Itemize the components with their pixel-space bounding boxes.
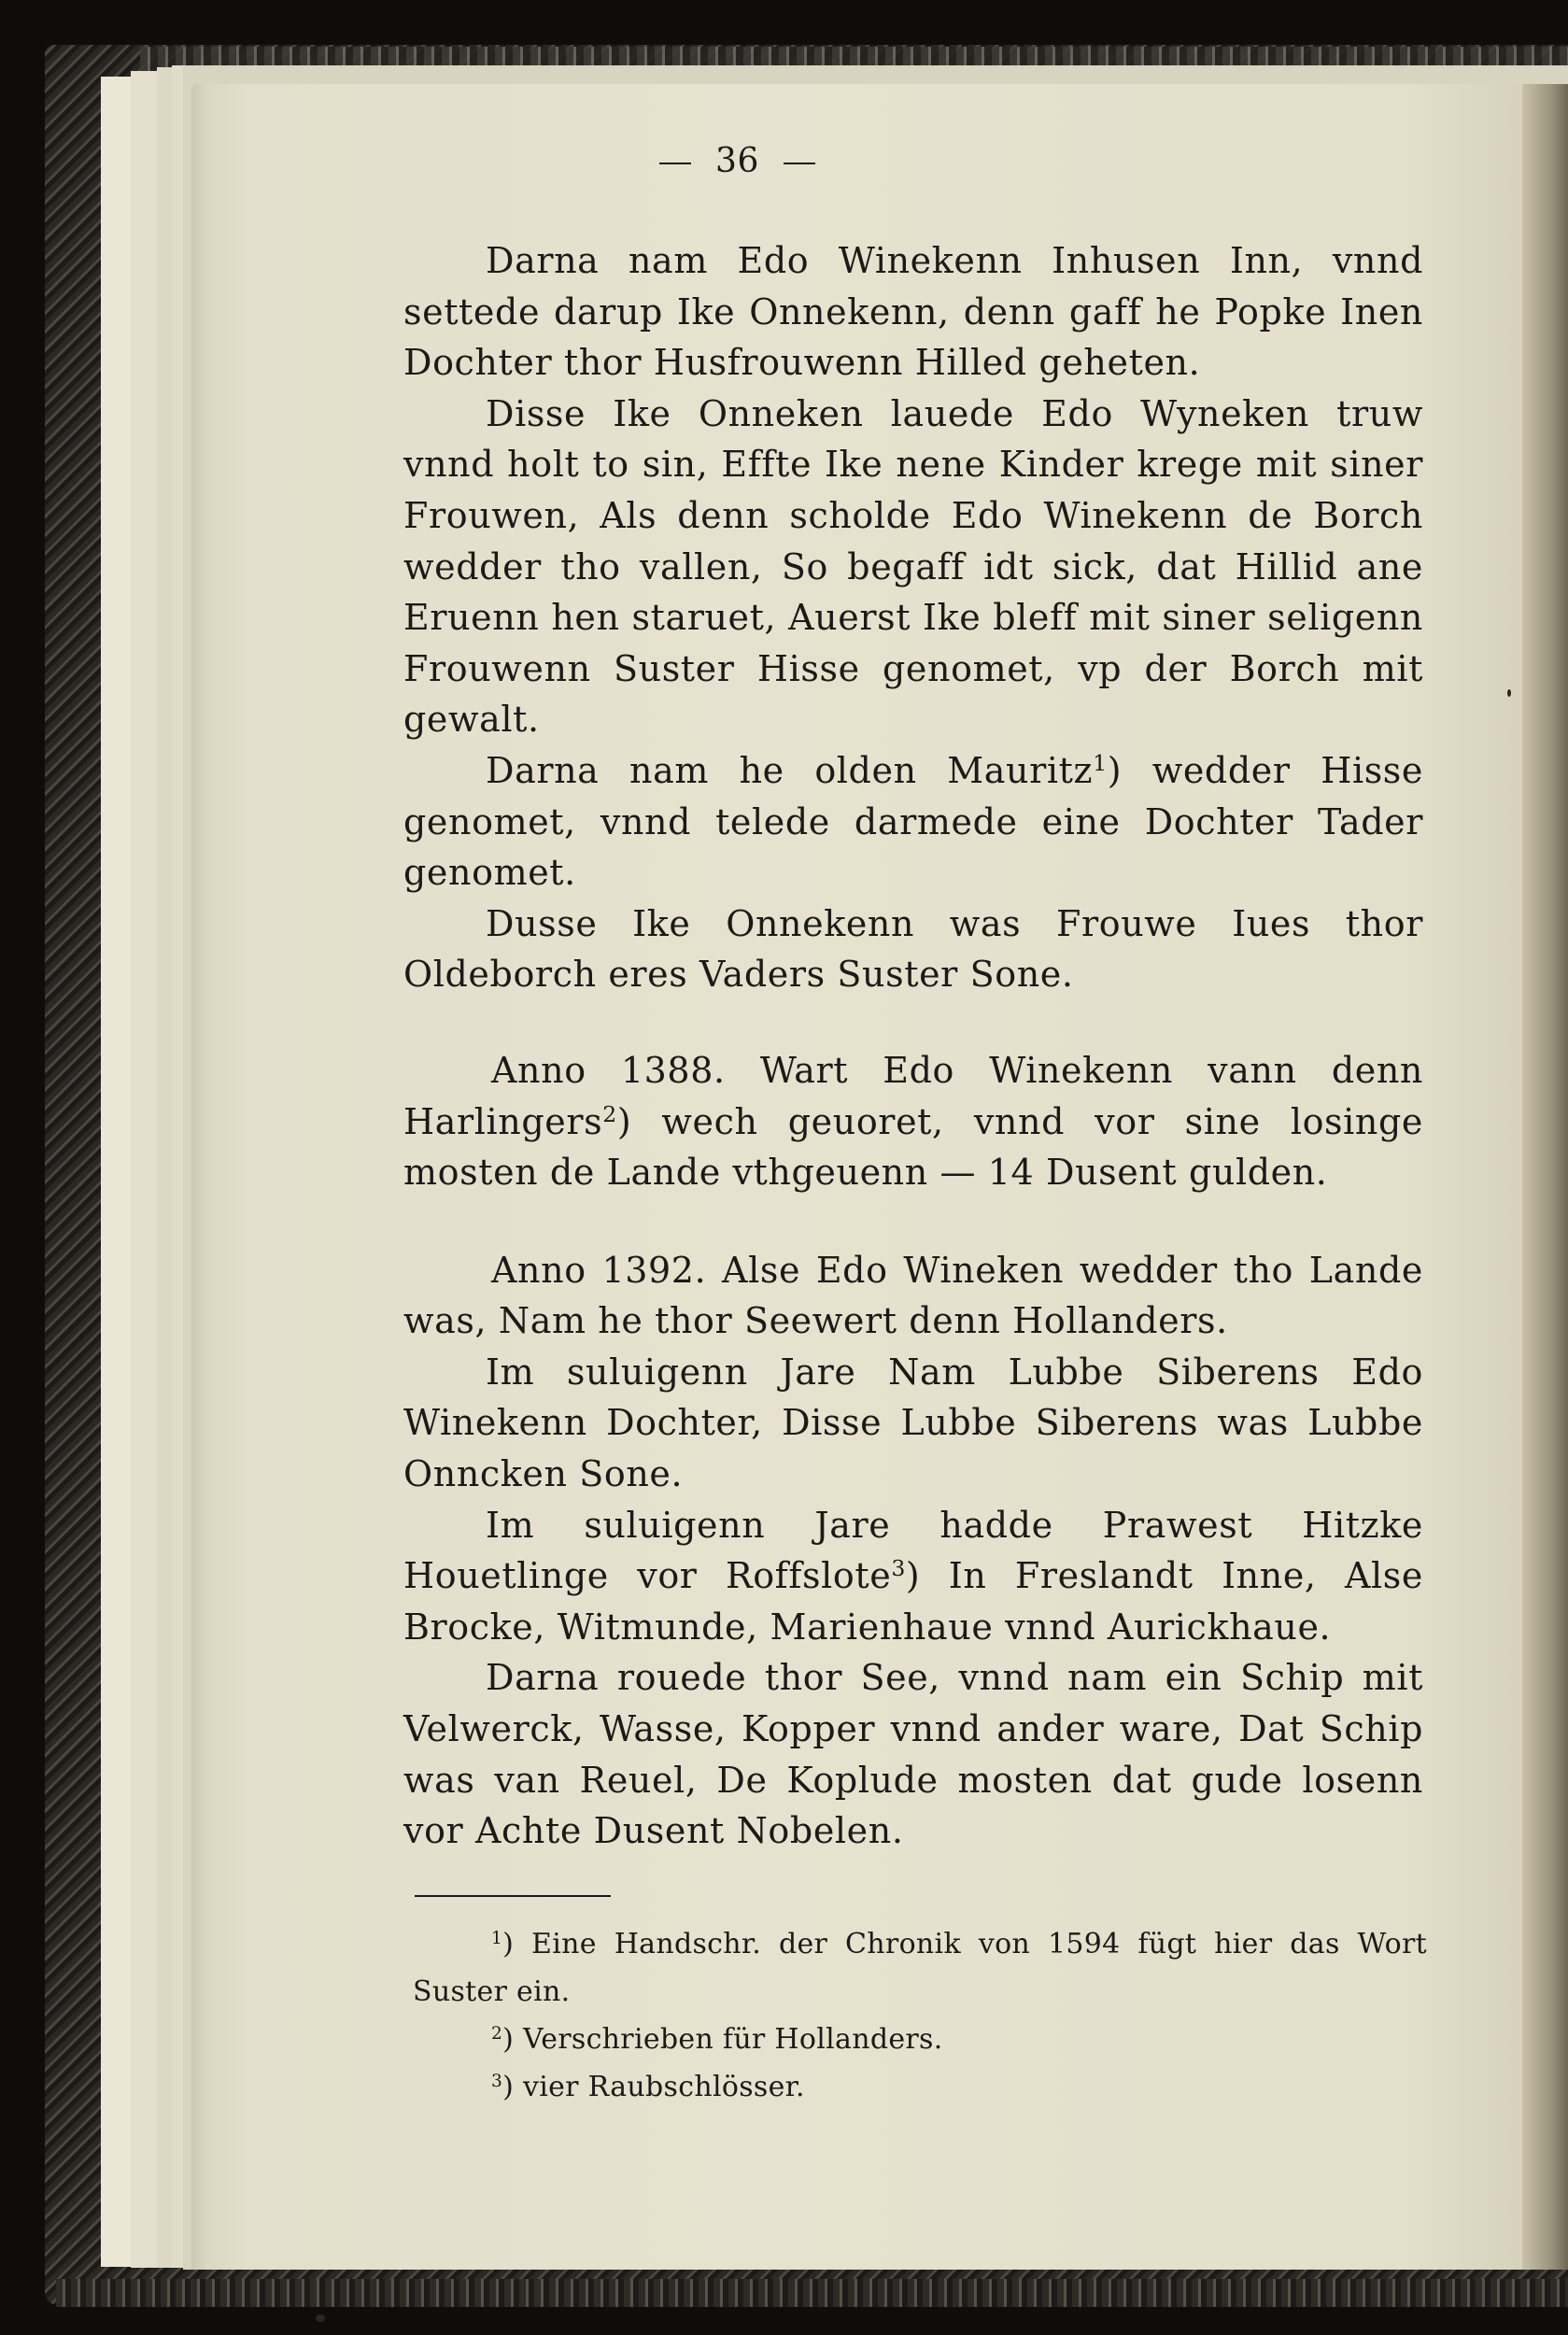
paragraph-schip-reuel: Darna rouede thor See, vnnd nam ein Schip mit Velwerck, Wasse, Kopper vnnd ander ware, Dat Schip was van Reuel, De Koplude mosten dat gude losenn vor Achte Dusent Nobelen. — [403, 1657, 1423, 1852]
footnote-rule — [415, 1895, 611, 1897]
footnote-2 — [413, 2016, 1427, 2063]
cover-bottom-edge — [56, 2279, 1568, 2307]
page-number-value: 36 — [714, 142, 759, 180]
hitzke-text-b: ) In Freslandt Inne, Alse Brocke, Witmunde, Marienhaue vnnd Aurickhaue. — [403, 1555, 1423, 1648]
dash-left — [659, 163, 691, 164]
paragraph-anno-1392: Anno 1392. Alse Edo Wineken wedder tho Lande was, Nam he thor Seewert denn Hollanders. — [403, 1249, 1423, 1342]
paragraph-lubbe-siberens: Im suluigenn Jare Nam Lubbe Siberens Edo Winekenn Dochter, Disse Lubbe Siberens was Lubbe Onncken Sone. — [403, 1351, 1423, 1495]
footnote-3-mark: 3 — [491, 2071, 503, 2091]
mauritz-text-b: ) wedder Hisse genomet, vnnd telede darmede eine Dochter Tader genomet. — [403, 749, 1423, 894]
footnote-3 — [413, 2063, 1427, 2111]
hitzke-text-a: Im suluigenn Jare hadde Prawest Hitzke Houetlinge vor Roffslote — [403, 1504, 1423, 1597]
body-text — [403, 235, 1423, 1857]
section-gap — [403, 1000, 1423, 1045]
mauritz-text-a: Darna nam he olden Mauritz — [486, 749, 1094, 791]
paragraph-ike-onneken: Disse Ike Onneken lauede Edo Wyneken truw vnnd holt to sin, Effte Ike nene Kinder krege mit siner Frouwen, Als denn scholde Edo Winekenn de Borch wedder tho vallen, So begaff idt sick, dat Hillid ane Eruenn hen staruet, Auerst Ike bleff mit siner seligenn Frouwenn Suster Hisse genomet, vp der Borch mit gewalt. — [403, 392, 1423, 741]
footnote-1 — [413, 1920, 1427, 2016]
footnote-ref-3: 3 — [891, 1555, 906, 1582]
paragraph-anno-1388 — [403, 1045, 1423, 1198]
page-number — [0, 142, 1521, 180]
footnote-ref-2: 2 — [602, 1100, 617, 1127]
dash-right — [784, 163, 815, 164]
footnotes — [413, 1920, 1427, 2111]
paragraph-edo-inhusen: Darna nam Edo Winekenn Inhusen Inn, vnnd settede darup Ike Onnekenn, denn gaff he Popke Inen Dochter thor Husfrouwenn Hilled geheten. — [403, 240, 1423, 384]
paragraph-hitzke — [403, 1500, 1423, 1653]
footnote-1-text: ) Eine Handschr. der Chronik von 1594 fügt hier das Wort Suster ein. — [413, 1928, 1427, 2008]
page-spine-shadow — [1522, 84, 1568, 2270]
footnote-ref-1: 1 — [1093, 749, 1108, 776]
print-speck — [1507, 689, 1511, 697]
print-speck — [316, 2314, 325, 2322]
paragraph-mauritz — [403, 745, 1423, 899]
paragraph-oldeborch: Dusse Ike Onnekenn was Frouwe Iues thor Oldeborch eres Vaders Suster Sone. — [403, 902, 1423, 996]
footnote-2-text: ) Verschrieben für Hollanders. — [502, 2023, 943, 2056]
section-gap — [403, 1198, 1423, 1245]
footnote-3-text: ) vier Raubschlösser. — [502, 2071, 805, 2103]
footnote-1-mark: 1 — [491, 1928, 503, 1948]
footnote-2-mark: 2 — [491, 2023, 503, 2044]
anno-1388-text-b: ) wech geuoret, vnnd vor sine losinge mosten de Lande vthgeuenn — 14 Dusent gulden. — [403, 1100, 1423, 1194]
anno-1388-text-a: Anno 1388. Wart Edo Winekenn vann denn Harlingers — [403, 1049, 1423, 1142]
